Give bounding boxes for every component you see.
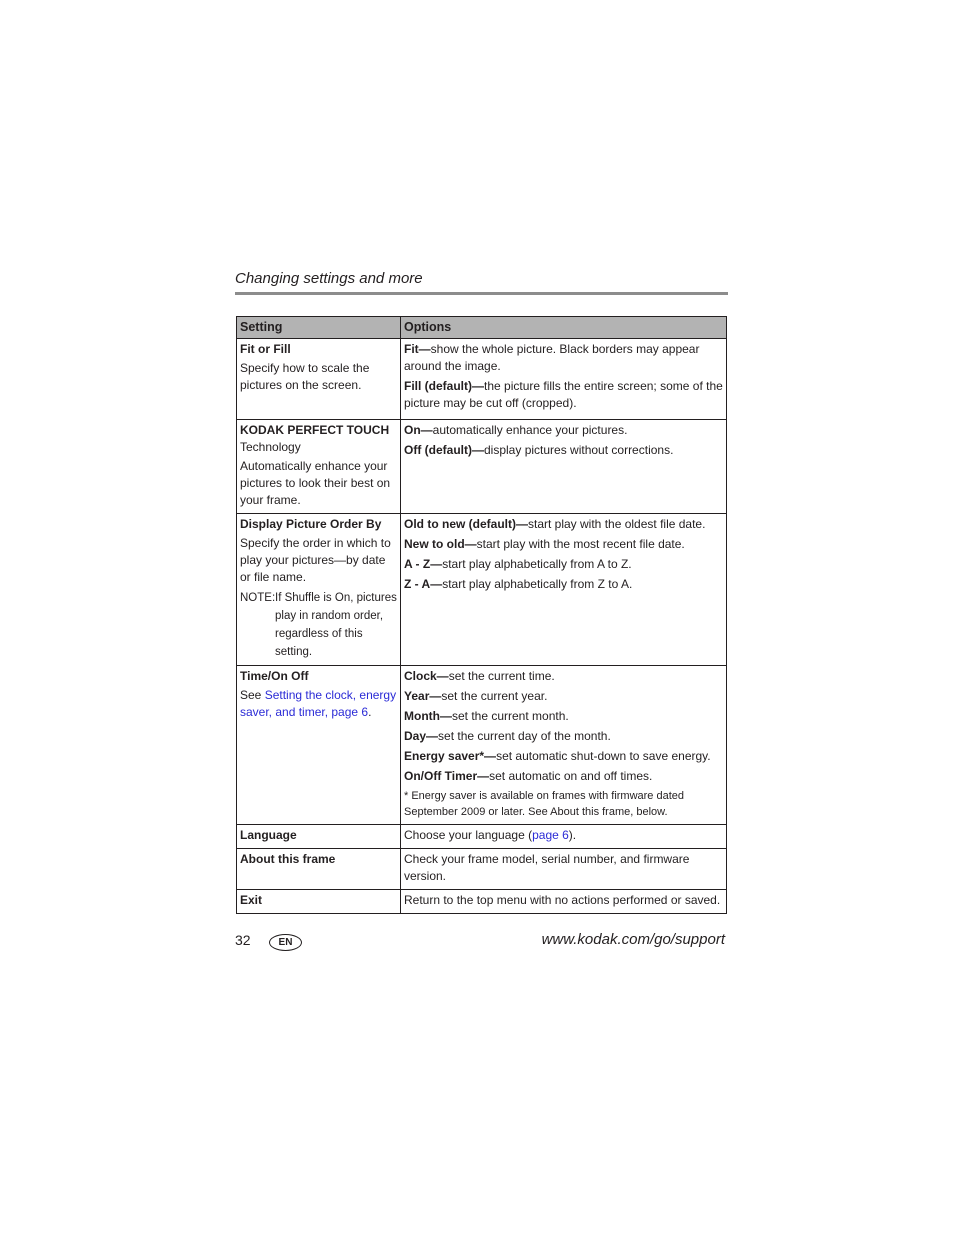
setting-cell [237, 420, 401, 514]
note [240, 589, 397, 661]
description-prefix: See [240, 688, 265, 702]
option-text: start play alphabetically from Z to A. [442, 577, 633, 591]
table-row [237, 890, 727, 914]
option-term: Energy saver*— [404, 749, 497, 763]
energy-saver-footnote: * Energy saver is available on frames with firmware dated September 2009 or later. See About this frame, below. [404, 790, 685, 818]
option-term: Clock— [404, 669, 449, 683]
language-page-link[interactable]: page 6 [532, 828, 569, 842]
setting-name: KODAK PERFECT TOUCH [240, 423, 390, 437]
option-text: start play with the most recent file date. [476, 537, 685, 551]
option-term: On— [404, 423, 433, 437]
table-row [237, 825, 727, 849]
option-text: set the current month. [451, 709, 569, 723]
option-term: Fit— [404, 342, 431, 356]
running-header: Changing settings and more [235, 270, 423, 287]
note-label: NOTE: [240, 592, 276, 604]
setting-cell [237, 825, 401, 849]
note-text: If Shuffle is On, pictures play in random order, regardless of this setting. [275, 592, 397, 658]
setting-cell [237, 666, 401, 825]
table-row [237, 666, 727, 825]
setting-description: Specify how to scale the pictures on the screen. [240, 361, 370, 392]
options-cell [401, 420, 727, 514]
language-badge-icon: EN [269, 934, 302, 951]
setting-name: About this frame [240, 852, 336, 866]
option-term: Year— [404, 689, 442, 703]
options-cell [401, 339, 727, 420]
option-text-suffix: ). [568, 828, 577, 842]
option-text: Return to the top menu with no actions performed or saved. [404, 893, 721, 907]
option-item [404, 516, 723, 533]
option-term: Fill (default)— [404, 379, 484, 393]
setting-name: Fit or Fill [240, 342, 291, 356]
option-term: Off (default)— [404, 443, 484, 457]
option-item [404, 556, 723, 573]
option-term: Old to new (default)— [404, 517, 528, 531]
table-row [237, 339, 727, 420]
option-text: set the current time. [448, 669, 555, 683]
option-text: set automatic shut-down to save energy. [496, 749, 711, 763]
option-item [404, 422, 723, 439]
option-item [404, 668, 723, 685]
option-item [404, 708, 723, 725]
table-row [237, 514, 727, 666]
option-item [404, 748, 723, 765]
column-header-options: Options [401, 317, 727, 339]
option-text: start play alphabetically from A to Z. [442, 557, 632, 571]
option-term: Z - A— [404, 577, 443, 591]
option-item [404, 688, 723, 705]
options-cell [401, 666, 727, 825]
options-cell [401, 890, 727, 914]
option-item [404, 576, 723, 593]
option-item [404, 378, 723, 412]
options-cell [401, 514, 727, 666]
options-cell [401, 849, 727, 890]
page-number: 32 [235, 932, 251, 948]
setting-cell [237, 890, 401, 914]
setting-cell [237, 849, 401, 890]
options-cell [401, 825, 727, 849]
setting-name: Language [240, 828, 297, 842]
option-item [404, 341, 723, 375]
option-text: set the current year. [441, 689, 548, 703]
setting-cell [237, 514, 401, 666]
setting-name: Display Picture Order By [240, 517, 382, 531]
option-term: On/Off Timer— [404, 769, 490, 783]
setting-description: Specify the order in which to play your pictures—by date or file name. [240, 536, 391, 584]
setting-cell [237, 339, 401, 420]
option-text: set automatic on and off times. [489, 769, 653, 783]
option-text: start play with the oldest file date. [528, 517, 706, 531]
setting-name: Exit [240, 893, 263, 907]
option-item [404, 536, 723, 553]
option-term: Day— [404, 729, 439, 743]
option-term: New to old— [404, 537, 477, 551]
column-header-setting: Setting [237, 317, 401, 339]
setting-description [240, 687, 397, 721]
option-text: display pictures without corrections. [484, 443, 674, 457]
option-text: show the whole picture. Black borders may appear around the image. [404, 342, 700, 373]
setting-description: Automatically enhance your pictures to look their best on your frame. [240, 459, 391, 507]
table-header-row [237, 317, 727, 339]
option-text: Choose your language ( [404, 828, 533, 842]
option-text: automatically enhance your pictures. [432, 423, 628, 437]
option-term: Month— [404, 709, 452, 723]
table-row [237, 849, 727, 890]
clock-settings-link[interactable]: Setting the clock, energy saver, and timer, page 6 [240, 688, 397, 719]
option-item [404, 768, 723, 785]
setting-subtitle: Technology [240, 440, 301, 454]
option-item [404, 442, 723, 459]
option-text: Check your frame model, serial number, and firmware version. [404, 852, 690, 883]
option-text: the picture fills the entire screen; some of the picture may be cut off (cropped). [404, 379, 723, 410]
setting-name: Time/On Off [240, 669, 309, 683]
table-row [237, 420, 727, 514]
description-suffix: . [368, 705, 372, 719]
option-term: A - Z— [404, 557, 443, 571]
support-url[interactable]: www.kodak.com/go/support [541, 931, 725, 948]
settings-table [236, 316, 727, 914]
option-item [404, 728, 723, 745]
option-text: set the current day of the month. [438, 729, 611, 743]
header-rule [235, 292, 728, 295]
